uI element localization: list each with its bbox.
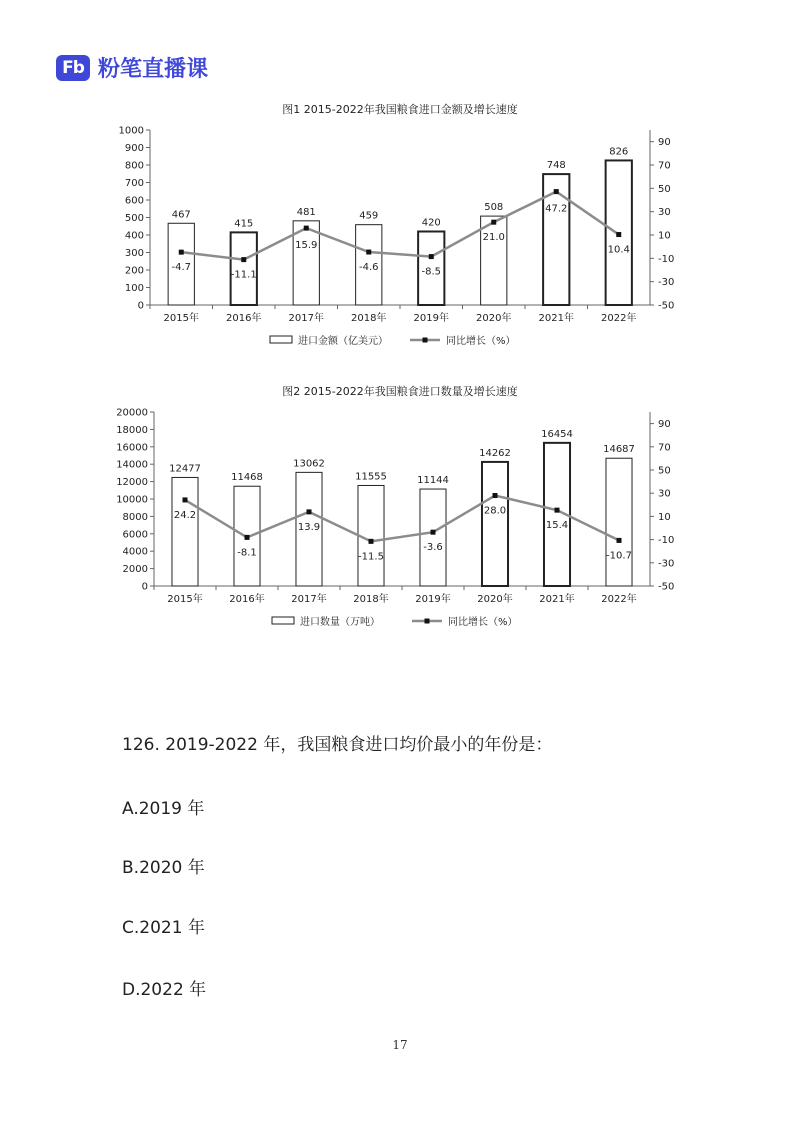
right-tick-label: -50 — [658, 581, 675, 593]
option-c[interactable]: C.2021 年 — [122, 918, 205, 938]
growth-value-label: 28.0 — [483, 505, 507, 517]
right-tick-label: 30 — [658, 488, 671, 500]
left-tick-label: 900 — [124, 143, 144, 154]
x-tick-label: 2015年 — [167, 594, 203, 605]
growth-point — [555, 508, 560, 513]
right-tick-label: -30 — [658, 277, 675, 289]
bar-value-label: 12477 — [169, 463, 201, 475]
growth-value-label: -4.6 — [358, 262, 379, 274]
x-tick-label: 2020年 — [476, 313, 512, 324]
growth-value-label: -8.5 — [421, 266, 442, 278]
x-tick-label: 2017年 — [291, 594, 327, 605]
growth-point — [616, 232, 621, 237]
left-tick-label: 20000 — [116, 407, 148, 419]
legend-line-label: 同比增长（%） — [448, 617, 518, 628]
brand-logo — [56, 52, 208, 83]
growth-point — [369, 539, 374, 544]
legend-line-marker — [425, 619, 430, 624]
growth-point — [429, 254, 434, 259]
legend-bar-swatch — [270, 336, 292, 343]
legend-line-marker — [423, 338, 428, 343]
left-tick-label: 4000 — [122, 546, 148, 558]
right-tick-label: -30 — [658, 558, 675, 570]
bar-2019年 — [420, 489, 446, 586]
left-tick-label: 200 — [124, 265, 144, 277]
growth-value-label: 15.9 — [295, 240, 318, 252]
bar-value-label: 481 — [296, 206, 316, 218]
bar-value-label: 467 — [171, 209, 191, 221]
bar-2020年 — [481, 216, 507, 305]
growth-point — [493, 493, 498, 498]
chart1-title: 图1 2015-2022年我国粮食进口金额及增长速度 — [282, 103, 518, 116]
growth-point — [554, 189, 559, 194]
right-tick-label: 50 — [658, 183, 671, 195]
option-b[interactable]: B.2020 年 — [122, 858, 205, 878]
right-tick-label: 10 — [658, 230, 671, 242]
bar-value-label: 826 — [609, 146, 629, 158]
right-tick-label: 70 — [658, 160, 671, 172]
right-tick-label: -50 — [658, 300, 675, 312]
growth-point — [179, 250, 184, 255]
x-tick-label: 2016年 — [226, 313, 262, 324]
left-tick-label: 12000 — [116, 477, 148, 489]
left-tick-label: 16000 — [116, 442, 148, 454]
left-tick-label: 700 — [124, 178, 144, 189]
bar-value-label: 459 — [359, 210, 379, 222]
chart2-import-quantity — [0, 400, 800, 640]
x-tick-label: 2021年 — [538, 313, 574, 324]
option-a[interactable]: A.2019 年 — [122, 799, 205, 819]
left-tick-label: 0 — [141, 581, 148, 593]
x-tick-label: 2021年 — [539, 594, 575, 605]
x-tick-label: 2017年 — [288, 313, 324, 324]
bar-value-label: 415 — [234, 218, 254, 230]
bar-value-label: 748 — [546, 160, 566, 172]
x-tick-label: 2018年 — [353, 594, 389, 605]
left-tick-label: 6000 — [122, 529, 148, 541]
growth-value-label: -4.7 — [171, 262, 192, 274]
page-number: 17 — [392, 1038, 408, 1052]
bar-value-label: 13062 — [293, 458, 325, 470]
bar-2020年 — [482, 462, 508, 586]
bar-value-label: 14687 — [603, 444, 635, 456]
growth-value-label: 10.4 — [607, 244, 630, 256]
growth-value-label: 47.2 — [545, 203, 568, 215]
left-tick-label: 0 — [137, 300, 144, 312]
growth-value-label: 24.2 — [173, 509, 197, 521]
growth-point — [617, 538, 622, 543]
x-tick-label: 2019年 — [415, 594, 451, 605]
right-tick-label: 90 — [658, 137, 671, 149]
growth-point — [241, 257, 246, 262]
growth-point — [245, 535, 250, 540]
left-tick-label: 800 — [124, 160, 144, 172]
growth-value-label: -3.6 — [423, 542, 443, 554]
left-tick-label: 2000 — [122, 564, 148, 576]
question-stem: 126. 2019-2022 年，我国粮食进口均价最小的年份是： — [122, 735, 553, 755]
left-tick-label: 10000 — [116, 494, 148, 506]
fb-logo-icon: Fb — [56, 55, 90, 81]
growth-value-label: -11.1 — [230, 269, 257, 281]
growth-value-label: 21.0 — [482, 232, 505, 244]
left-tick-label: 8000 — [122, 511, 148, 523]
left-tick-label: 400 — [124, 230, 144, 242]
growth-point — [304, 226, 309, 231]
growth-point — [431, 530, 436, 535]
x-tick-label: 2015年 — [163, 313, 199, 324]
legend-bar-label: 进口金额（亿美元） — [298, 336, 388, 347]
growth-point — [366, 250, 371, 255]
growth-point — [307, 509, 312, 514]
right-tick-label: -10 — [658, 535, 675, 547]
growth-value-label: -11.5 — [358, 551, 384, 563]
legend-bar-label: 进口数量（万吨） — [300, 617, 380, 628]
growth-value-label: -8.1 — [237, 547, 257, 559]
right-tick-label: 70 — [658, 442, 671, 454]
bar-value-label: 11468 — [231, 472, 263, 484]
left-tick-label: 18000 — [116, 424, 148, 436]
right-tick-label: 90 — [658, 419, 671, 431]
bar-2022年 — [606, 458, 632, 586]
right-tick-label: -10 — [658, 253, 675, 265]
legend-bar-swatch — [272, 617, 294, 624]
left-tick-label: 300 — [124, 248, 144, 259]
left-tick-label: 600 — [124, 195, 144, 207]
bar-value-label: 420 — [421, 217, 441, 229]
left-tick-label: 500 — [124, 213, 144, 224]
bar-value-label: 11555 — [355, 471, 387, 483]
growth-value-label: -10.7 — [606, 550, 632, 562]
x-tick-label: 2022年 — [601, 313, 637, 324]
left-tick-label: 100 — [124, 283, 144, 294]
right-tick-label: 30 — [658, 207, 671, 219]
chart1-import-value — [0, 120, 800, 360]
bar-value-label: 16454 — [541, 428, 573, 440]
bar-value-label: 11144 — [417, 475, 449, 487]
right-tick-label: 10 — [658, 511, 671, 523]
growth-value-label: 15.4 — [545, 520, 569, 532]
bar-value-label: 508 — [484, 202, 504, 214]
growth-value-label: 13.9 — [297, 521, 321, 533]
legend-line-label: 同比增长（%） — [446, 336, 516, 347]
left-tick-label: 1000 — [118, 125, 144, 137]
growth-point — [183, 497, 188, 502]
bar-2015年 — [172, 477, 198, 586]
x-tick-label: 2016年 — [229, 594, 265, 605]
x-tick-label: 2020年 — [477, 594, 513, 605]
option-d[interactable]: D.2022 年 — [122, 980, 207, 1000]
x-tick-label: 2019年 — [413, 313, 449, 324]
bar-value-label: 14262 — [479, 447, 511, 459]
growth-point — [491, 220, 496, 225]
x-tick-label: 2018年 — [351, 313, 387, 324]
left-tick-label: 14000 — [116, 459, 148, 471]
x-tick-label: 2022年 — [601, 594, 637, 605]
chart2-title: 图2 2015-2022年我国粮食进口数量及增长速度 — [282, 385, 518, 398]
brand-name: 粉笔直播课 — [98, 57, 209, 82]
right-tick-label: 50 — [658, 465, 671, 477]
